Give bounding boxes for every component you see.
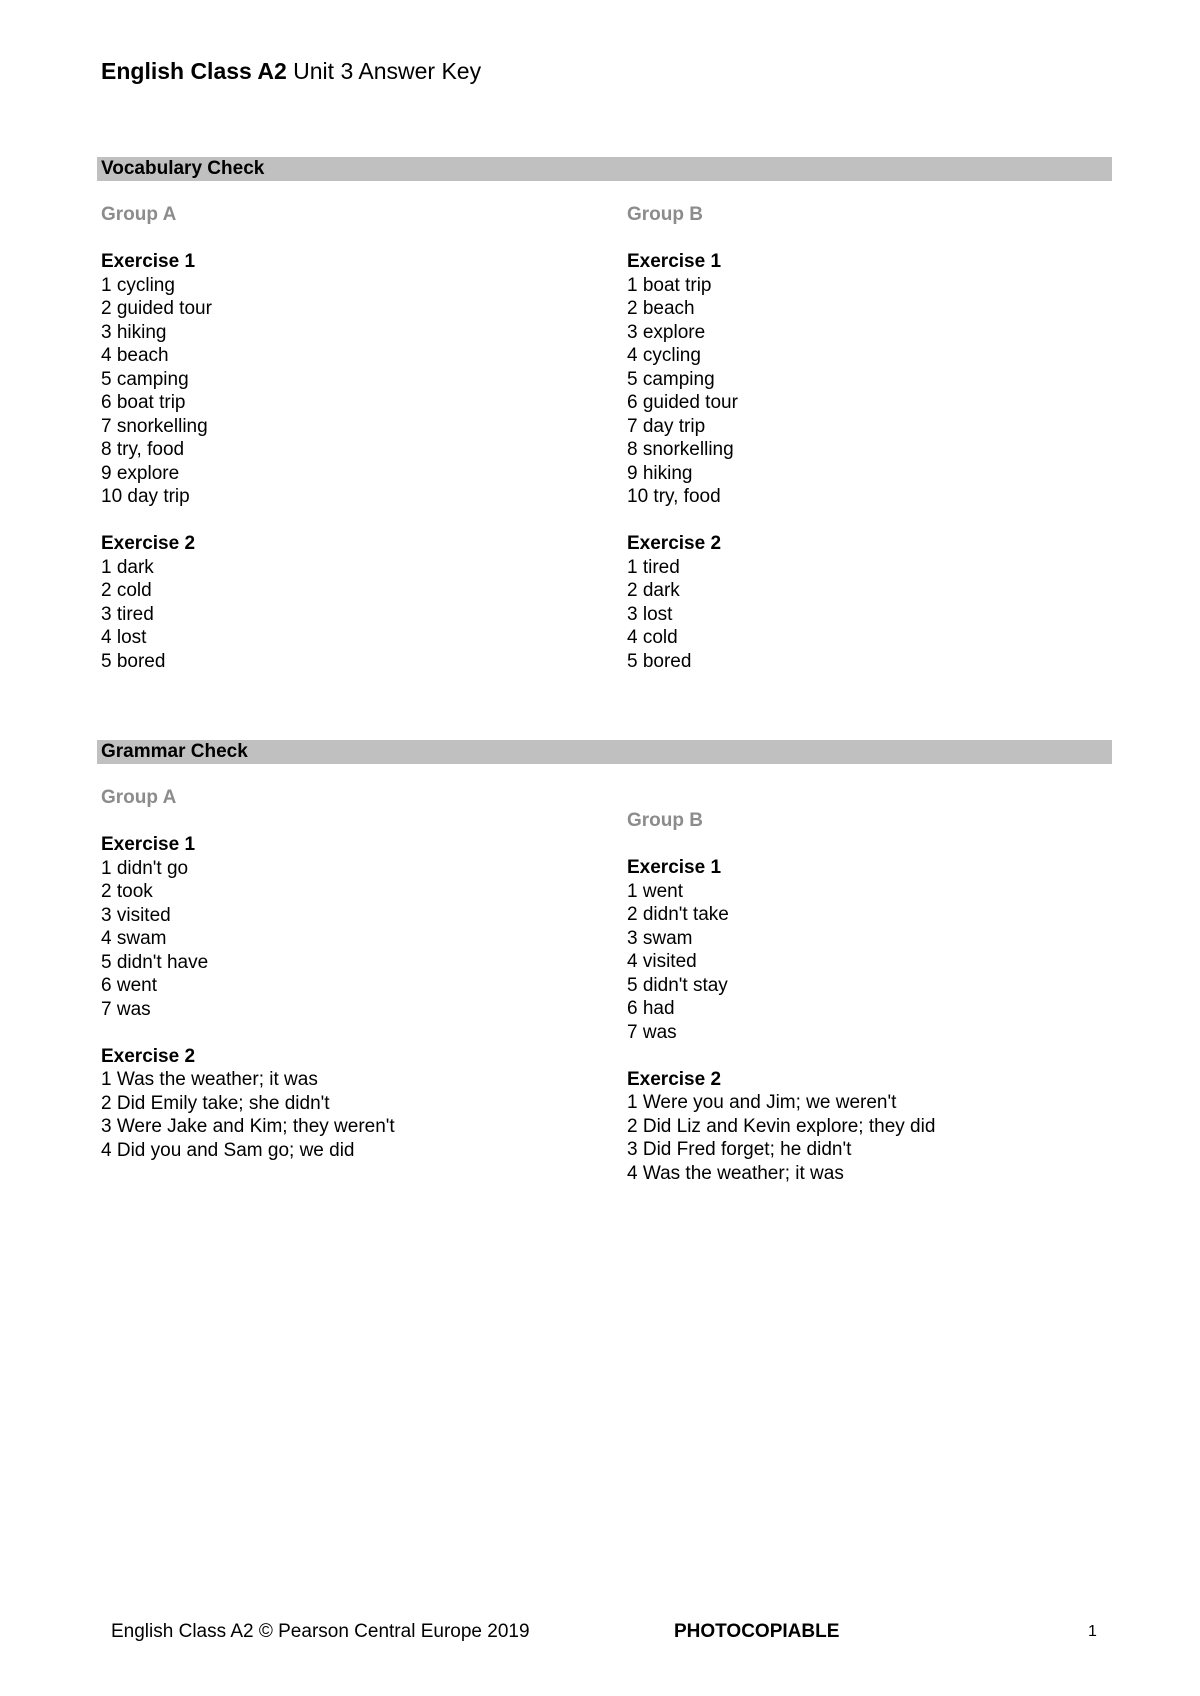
grammar-heading: Grammar Check — [97, 740, 1112, 764]
grammar-group-b — [627, 809, 1107, 1185]
list-item: 5 bored — [627, 650, 692, 672]
list-item: 3 Were Jake and Kim; they weren't — [101, 1116, 395, 1137]
list-item: 9 hiking — [627, 462, 693, 484]
vocab-group-a-label: Group A — [101, 204, 177, 225]
list-item: 1 Were you and Jim; we weren't — [627, 1092, 897, 1113]
list-item: 3 Did Fred forget; he didn't — [627, 1139, 852, 1160]
list-item: 2 didn't take — [627, 904, 729, 925]
list-item: 6 went — [101, 975, 157, 996]
vocab-group-b-label: Group B — [627, 204, 703, 225]
list-item: 2 dark — [627, 580, 680, 601]
page-title-rest: Unit 3 Answer Key — [286, 58, 482, 84]
list-item: 2 Did Emily take; she didn't — [101, 1092, 330, 1114]
list-item: 1 cycling — [101, 274, 175, 296]
vocab-b-ex2-title: Exercise 2 — [627, 533, 722, 554]
list-item: 3 swam — [627, 927, 693, 949]
list-item: 4 Did you and Sam go; we did — [101, 1139, 355, 1161]
vocab-b-ex2-list — [627, 556, 1107, 674]
list-item: 10 day trip — [101, 486, 190, 507]
footer-photocopiable: PHOTOCOPIABLE — [674, 1621, 840, 1642]
page-title — [101, 56, 481, 86]
vocab-b-ex1-list — [627, 274, 1107, 509]
list-item: 3 hiking — [101, 321, 167, 343]
list-item: 2 guided tour — [101, 298, 212, 319]
list-item: 6 guided tour — [627, 392, 738, 413]
list-item: 2 took — [101, 881, 153, 902]
list-item: 7 day trip — [627, 415, 706, 437]
vocab-a-ex2-list — [101, 556, 581, 674]
list-item: 1 tired — [627, 556, 680, 578]
list-item: 1 didn't go — [101, 857, 189, 879]
list-item: 10 try, food — [627, 486, 721, 507]
list-item: 1 went — [627, 880, 683, 902]
list-item: 8 try, food — [101, 439, 185, 460]
list-item: 9 explore — [101, 462, 180, 484]
list-item: 1 Was the weather; it was — [101, 1069, 318, 1090]
grammar-b-ex2-list — [627, 1091, 1107, 1185]
list-item: 5 bored — [101, 650, 166, 672]
list-item: 1 dark — [101, 556, 154, 578]
vocab-a-ex2-title: Exercise 2 — [101, 533, 196, 554]
list-item: 4 beach — [101, 345, 169, 366]
list-item: 6 boat trip — [101, 392, 186, 413]
grammar-group-a — [101, 786, 581, 1162]
list-item: 5 camping — [627, 368, 715, 390]
list-item: 4 cold — [627, 627, 678, 648]
grammar-a-ex1-list — [101, 857, 581, 1022]
grammar-a-ex2-title: Exercise 2 — [101, 1045, 196, 1067]
footer-page-number: 1 — [1088, 1623, 1097, 1640]
list-item: 7 was — [101, 998, 151, 1020]
list-item: 8 snorkelling — [627, 439, 734, 460]
grammar-a-ex2-list — [101, 1068, 581, 1162]
list-item: 3 lost — [627, 603, 673, 625]
page-title-bold: English Class A2 — [101, 58, 287, 84]
vocab-group-a — [101, 203, 581, 673]
vocabulary-heading: Vocabulary Check — [97, 157, 1112, 181]
vocabulary-section — [97, 157, 1112, 181]
list-item: 3 tired — [101, 603, 154, 625]
grammar-group-a-label: Group A — [101, 787, 177, 808]
list-item: 4 visited — [627, 951, 697, 972]
grammar-a-ex1-title: Exercise 1 — [101, 834, 196, 855]
grammar-b-ex1-title: Exercise 1 — [627, 857, 722, 878]
grammar-b-ex1-list — [627, 880, 1107, 1045]
list-item: 7 snorkelling — [101, 415, 208, 437]
list-item: 4 swam — [101, 928, 167, 949]
list-item: 2 cold — [101, 580, 152, 601]
footer-copyright: English Class A2 © Pearson Central Europe 2019 — [111, 1621, 530, 1642]
list-item: 5 camping — [101, 368, 189, 390]
list-item: 4 lost — [101, 627, 147, 648]
vocab-a-ex1-list — [101, 274, 581, 509]
list-item: 7 was — [627, 1021, 677, 1043]
grammar-section — [97, 740, 1112, 764]
vocab-a-ex1-title: Exercise 1 — [101, 251, 196, 272]
list-item: 2 beach — [627, 298, 695, 319]
vocab-b-ex1-title: Exercise 1 — [627, 251, 722, 272]
grammar-group-b-label: Group B — [627, 810, 703, 831]
vocab-group-b — [627, 203, 1107, 673]
list-item: 5 didn't have — [101, 951, 209, 973]
list-item: 3 visited — [101, 904, 171, 926]
grammar-b-ex2-title: Exercise 2 — [627, 1068, 722, 1090]
list-item: 4 Was the weather; it was — [627, 1162, 844, 1184]
list-item: 1 boat trip — [627, 274, 712, 296]
list-item: 3 explore — [627, 321, 706, 343]
list-item: 4 cycling — [627, 345, 701, 366]
list-item: 5 didn't stay — [627, 974, 728, 996]
list-item: 2 Did Liz and Kevin explore; they did — [627, 1115, 936, 1137]
list-item: 6 had — [627, 998, 675, 1019]
